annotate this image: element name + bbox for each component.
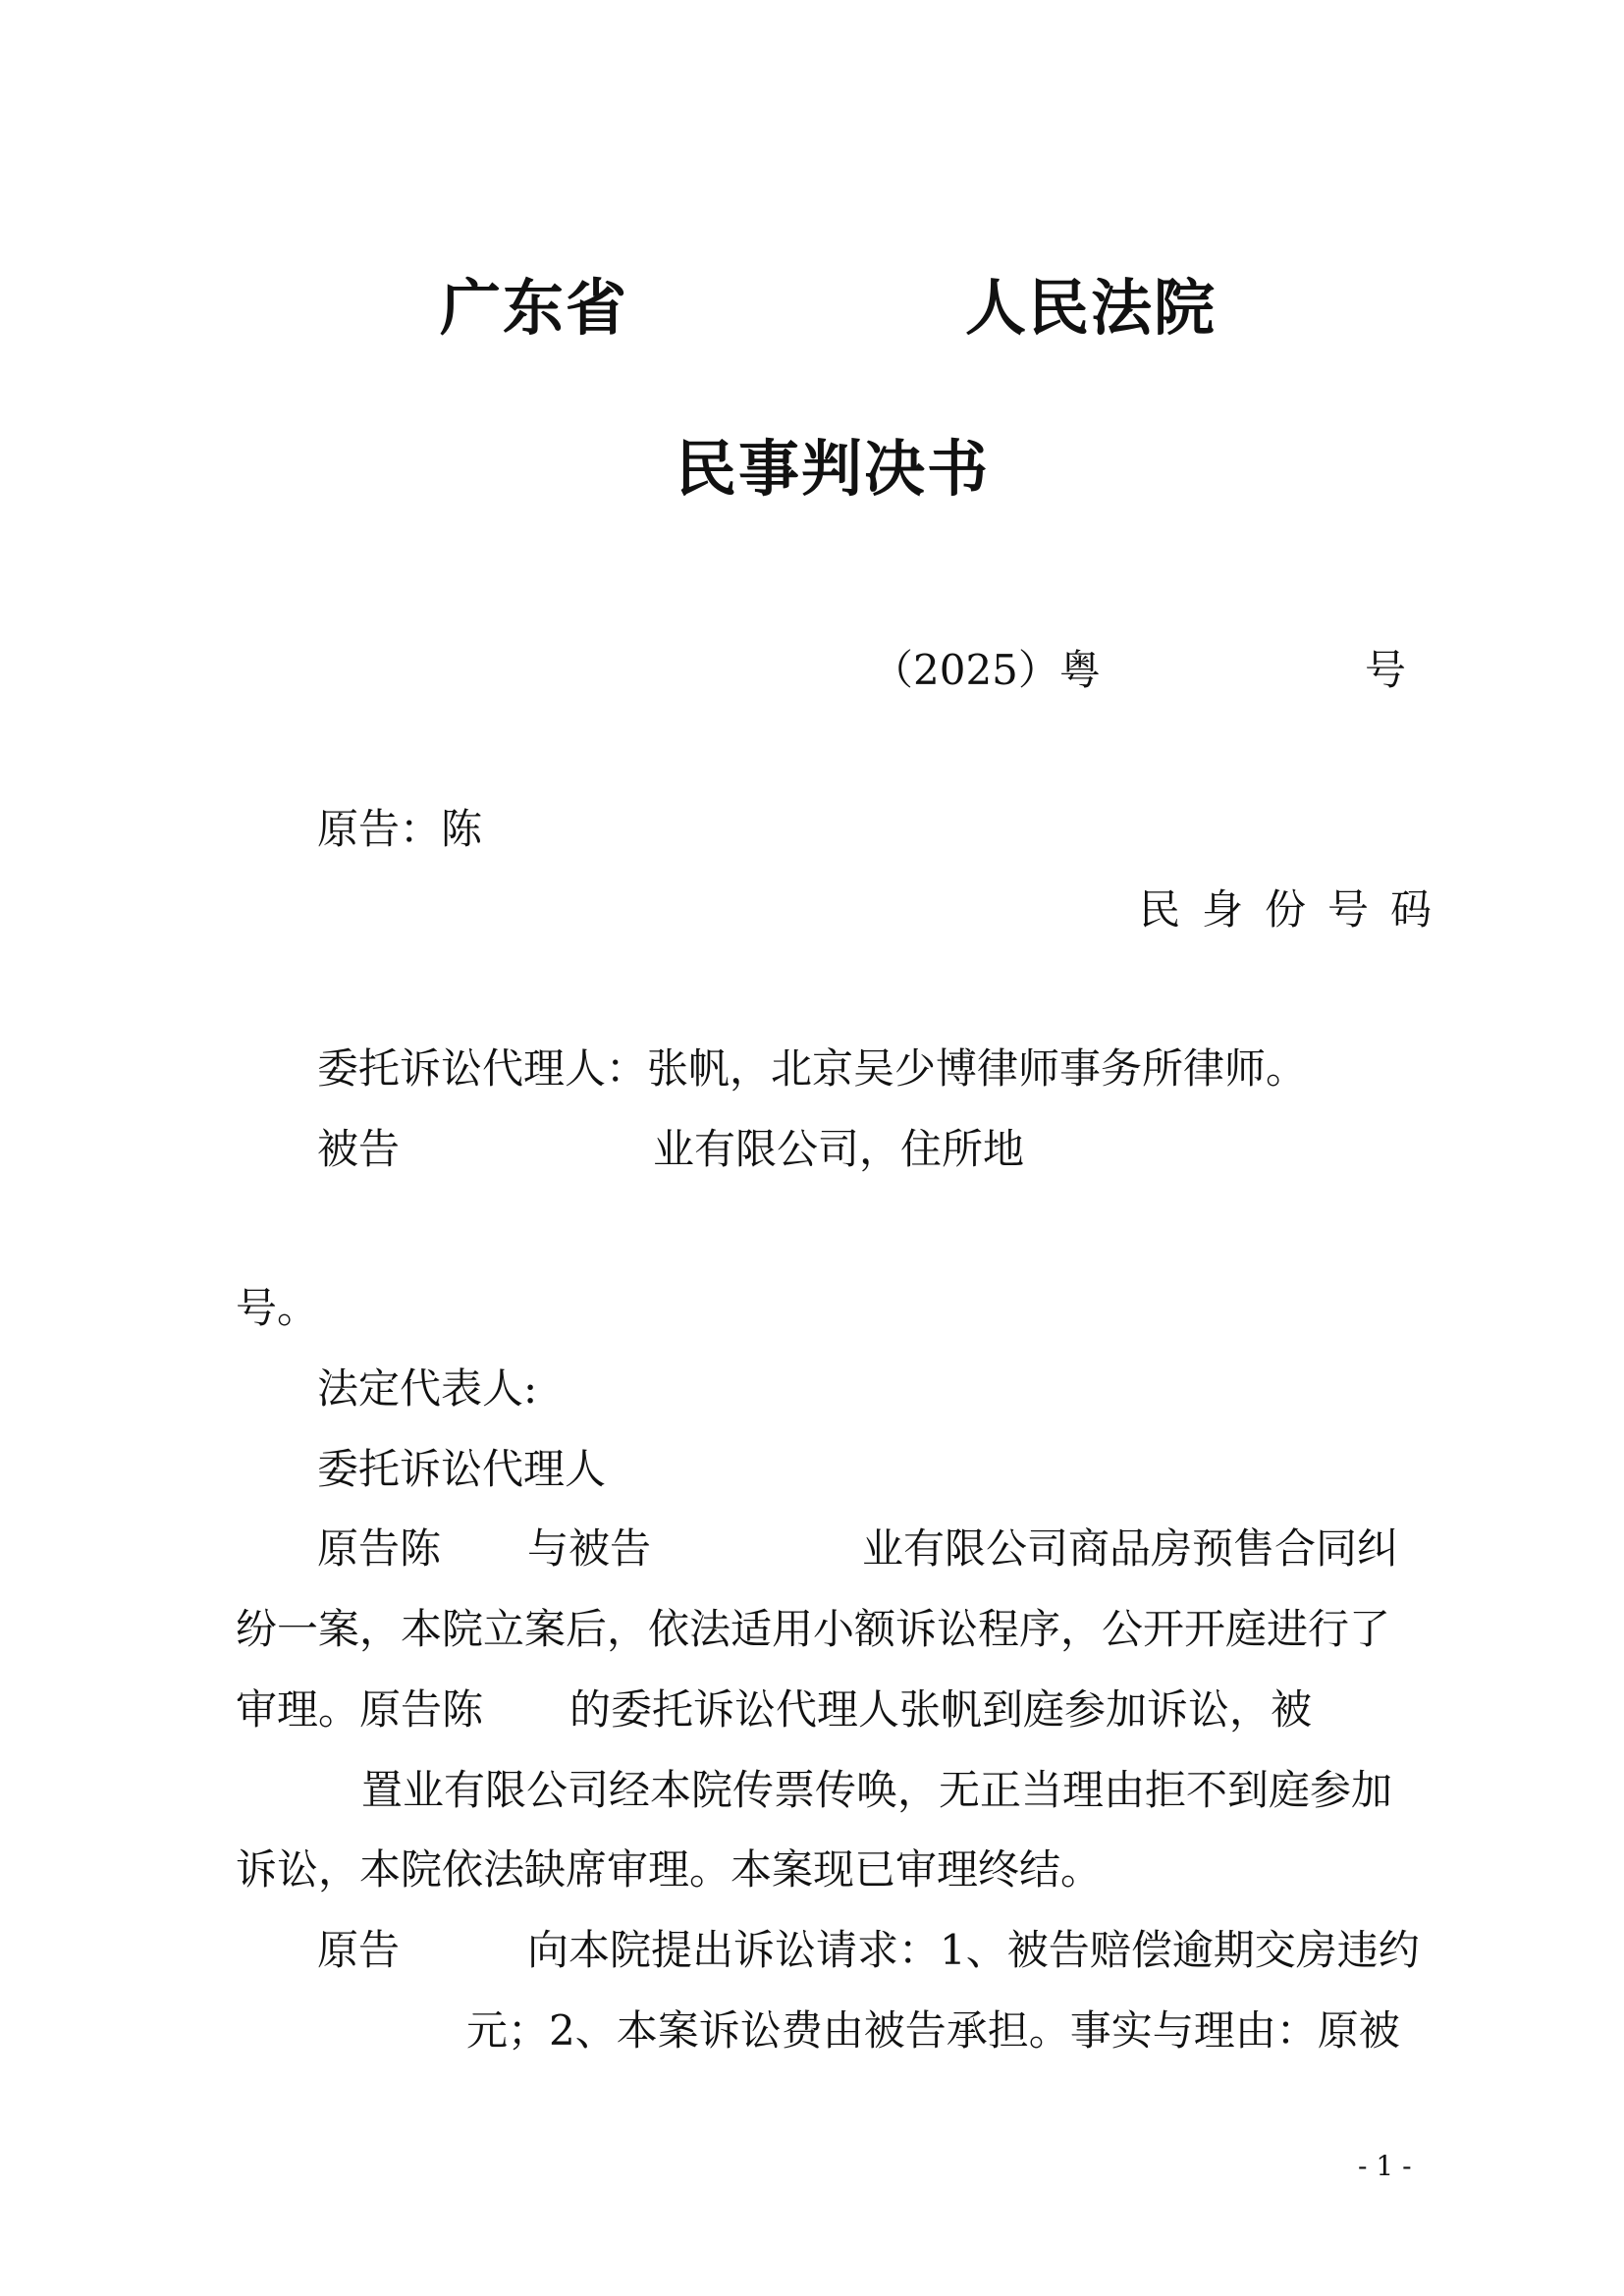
body-p1-line4: 置业有限公司经本院传票传唤，无正当理由拒不到庭参加 bbox=[361, 1766, 1393, 1814]
body-p2-line1-a: 原告 bbox=[317, 1926, 401, 1974]
court-name-suffix: 人民法院 bbox=[965, 272, 1218, 344]
defendant-agent-line: 委托诉讼代理人 bbox=[317, 1445, 607, 1493]
body-p2-line2: 元；2、本案诉讼费由被告承担。事实与理由：原被 bbox=[466, 2006, 1400, 2055]
body-p1-line2: 纷一案，本院立案后，依法适用小额诉讼程序，公开开庭进行了 bbox=[236, 1605, 1391, 1653]
case-number-prefix: （2025）粤 bbox=[872, 646, 1101, 694]
legal-representative-line: 法定代表人: bbox=[317, 1364, 538, 1413]
body-p2-line1-b: 向本院提出诉讼请求：1、被告赔偿逾期交房违约 bbox=[527, 1926, 1420, 1974]
plaintiff-agent-line: 委托诉讼代理人：张帆，北京吴少博律师事务所律师。 bbox=[317, 1044, 1308, 1093]
body-p1-line1-c: 业有限公司商品房预售合同纠 bbox=[862, 1524, 1399, 1573]
court-name-prefix: 广东省 bbox=[440, 272, 629, 344]
body-p1-line1-a: 原告陈 bbox=[317, 1524, 442, 1573]
body-p1-line3-a: 审理。原告陈 bbox=[236, 1685, 484, 1734]
defendant-address-end: 号。 bbox=[236, 1284, 319, 1332]
plaintiff-id-line: 民身份号码 bbox=[1139, 885, 1454, 934]
case-number-suffix: 号 bbox=[1365, 646, 1407, 694]
body-p1-line5: 诉讼，本院依法缺席审理。本案现已审理终结。 bbox=[236, 1845, 1103, 1894]
defendant-name: 业有限公司，住所地 bbox=[653, 1125, 1025, 1173]
defendant-label: 被告 bbox=[317, 1125, 401, 1173]
body-p1-line1-b: 与被告 bbox=[527, 1524, 652, 1573]
document-type-title: 民事判决书 bbox=[676, 433, 991, 505]
plaintiff-line: 原告：陈 bbox=[317, 805, 483, 853]
page-number: - 1 - bbox=[1358, 2150, 1412, 2182]
body-p1-line3-b: 的委托诉讼代理人张帆到庭参加诉讼，被 bbox=[569, 1685, 1313, 1734]
